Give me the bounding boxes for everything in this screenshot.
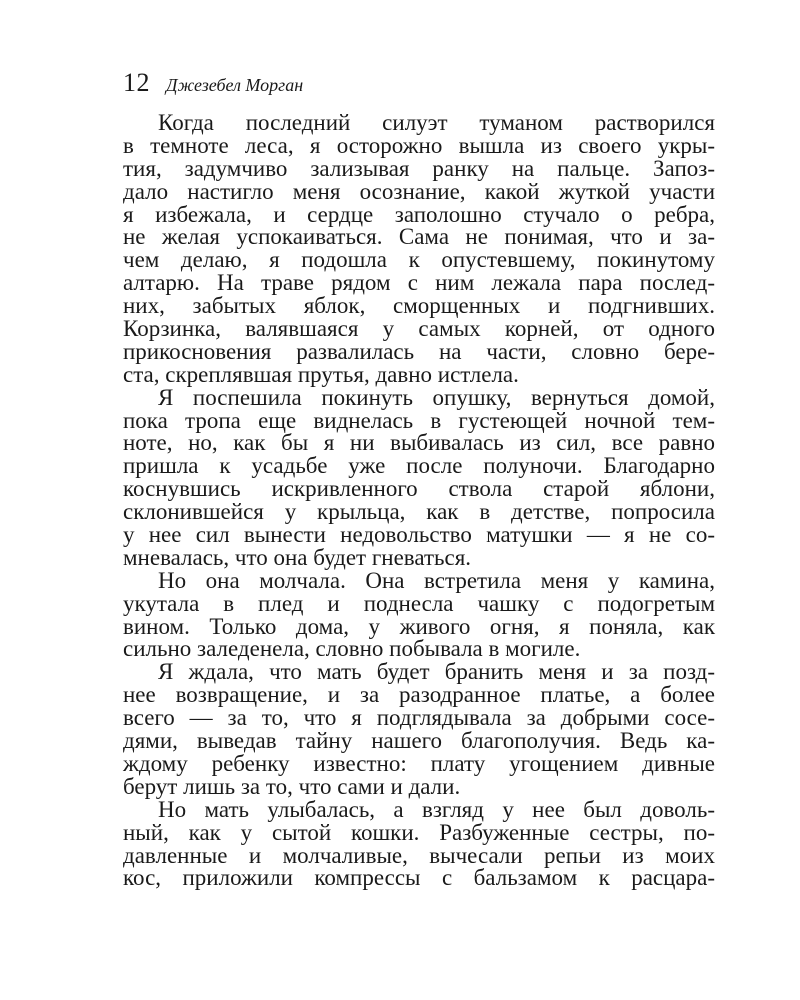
text-line: не желая успокаиваться. Сама не понимая, что и за- (123, 224, 715, 250)
book-page (123, 68, 715, 968)
text-line: дями, выведав тайну нашего благополучия. Ведь ка- (123, 728, 715, 754)
text-line: давленные и молчаливые, вычесали репьи из моих (123, 842, 715, 868)
text-line: дало настигло меня осознание, какой жуткой участи (123, 178, 715, 204)
text-line: я избежала, и сердце заполошно стучало о ребра, (123, 201, 715, 227)
text-line: сильно заледенела, словно побывала в могиле. (123, 636, 581, 662)
text-line: них, забытых яблок, сморщенных и подгнивших. (123, 293, 715, 319)
text-line: прикосновения развалилась на части, словно бере- (123, 338, 715, 364)
text-line: мневалась, что она будет гневаться. (123, 544, 472, 570)
running-head (123, 68, 715, 112)
text-line: пока тропа еще виднелась в густеющей ночной тем- (123, 407, 715, 433)
text-line: чем делаю, я подошла к опустевшему, покинутому (123, 247, 715, 273)
body-text (123, 112, 715, 890)
text-line: Но мать улыбалась, а взгляд у нее был доволь- (158, 796, 715, 822)
text-line: коснувшись искривленного ствола старой яблони, (123, 476, 715, 502)
text-line: вином. Только дома, у живого огня, я поняла, как (123, 613, 715, 639)
text-line: Когда последний силуэт туманом растворился (158, 110, 715, 135)
text-line: всего — за то, что я подглядывала за добрыми сосе- (123, 705, 715, 731)
text-line: Я поспешила покинуть опушку, вернуться домой, (158, 384, 715, 410)
text-line: Но она молчала. Она встретила меня у камина, (158, 567, 715, 593)
text-line: берут лишь за то, что сами и дали. (123, 773, 461, 799)
text-line: ный, как у сытой кошки. Разбуженные сестры, по- (123, 819, 715, 845)
text-line: кос, приложили компрессы с бальзамом к расцара- (123, 865, 715, 891)
text-line: в темноте леса, я осторожно вышла из своего укры- (123, 132, 715, 158)
text-line: ждому ребенку известно: плату угощением дивные (123, 750, 715, 776)
page-number: 12 (123, 68, 150, 97)
running-title: Джезебел Морган (166, 75, 304, 95)
text-line: Корзинка, валявшаяся у самых корней, от одного (123, 316, 715, 342)
text-line: Я ждала, что мать будет бранить меня и за позд- (158, 659, 715, 685)
text-line: ста, скреплявшая прутья, давно истлела. (123, 361, 519, 387)
text-line: тия, задумчиво зализывая ранку на пальце. Запоз- (123, 155, 715, 181)
text-line: укутала в плед и поднесла чашку с подогретым (123, 590, 715, 616)
text-line: пришла к усадьбе уже после полуночи. Благодарно (123, 453, 715, 479)
text-line: нее возвращение, и за разодранное платье, а более (123, 682, 715, 708)
text-line: ноте, но, как бы я ни выбивалась из сил, все равно (123, 430, 715, 456)
text-line: у нее сил вынести недовольство матушки — я не со- (123, 522, 715, 548)
text-line: алтарю. На траве рядом с ним лежала пара послед- (123, 270, 715, 296)
text-line: склонившейся у крыльца, как в детстве, попросила (123, 499, 715, 525)
